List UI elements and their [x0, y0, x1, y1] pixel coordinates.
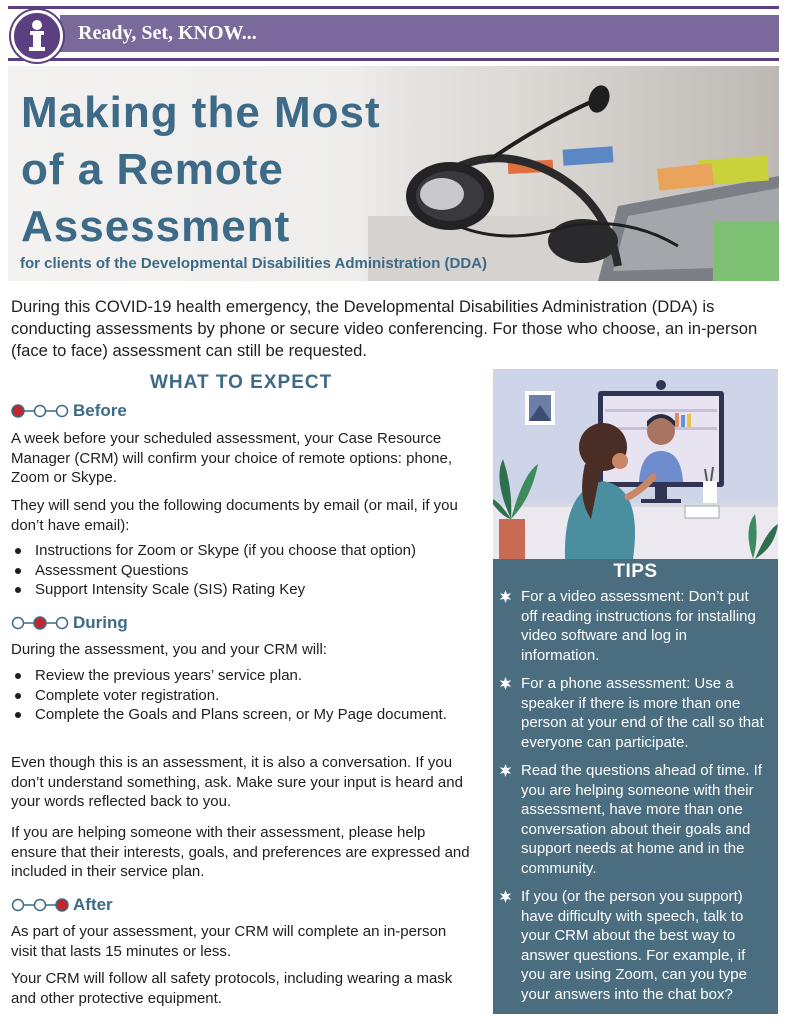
stage-before-label: Before: [73, 401, 127, 420]
stage-during-label: During: [73, 613, 128, 632]
before-paragraph-2: They will send you the following documents by email (or mail, if you don’t have email):: [11, 497, 458, 534]
hero: [8, 66, 779, 281]
info-person-icon: [11, 10, 63, 62]
stage-during: [11, 613, 128, 633]
tip-text: If you (or the person you support) have difficulty with speech, talk to your CRM about the best way to answer questions. For example, if you are using Zoom, can you type your answers into the chat box?: [521, 888, 747, 1003]
starburst-bullet-icon: [499, 590, 512, 603]
tips-panel: [493, 369, 778, 1014]
during-paragraph-3: If you are helping someone with their assessment, please help ensure that their interests, goals, and preferences are expressed and included in their service plan.: [11, 824, 470, 880]
progress-dots-icon: [11, 615, 69, 631]
tip-item: [493, 674, 778, 752]
list-item: Instructions for Zoom or Skype (if you choose that option): [11, 541, 471, 561]
after-paragraph-2: Your CRM will follow all safety protocols, including wearing a mask and other protective equipment.: [11, 970, 453, 1007]
after-paragraph-1: As part of your assessment, your CRM will complete an in-person visit that lasts 15 minutes or less.: [11, 923, 447, 960]
tips-list: [493, 587, 778, 1013]
banner-rule-bottom: [8, 58, 779, 61]
stage-after-label: After: [73, 895, 113, 914]
banner-title: Ready, Set, KNOW...: [78, 22, 257, 44]
tip-item: [493, 761, 778, 878]
before-paragraph-1: A week before your scheduled assessment, your Case Resource Manager (CRM) will confirm your choice of remote options: phone, Zoom or Skype.: [11, 430, 453, 486]
during-paragraph-1: During the assessment, you and your CRM will:: [11, 641, 327, 658]
during-paragraph-2: Even though this is an assessment, it is also a conversation. If you don’t understand something, ask. Make sure your input is heard and your words reflected back to you.: [11, 754, 463, 810]
banner-rule-top: [8, 6, 779, 9]
tip-item: [493, 587, 778, 665]
progress-dots-icon: [11, 897, 69, 913]
list-item: Complete voter registration.: [11, 686, 471, 706]
stage-after: [11, 895, 113, 915]
page-title: Making the Most of a Remote Assessment: [21, 88, 381, 251]
starburst-bullet-icon: [499, 890, 512, 903]
list-item: Complete the Goals and Plans screen, or My Page document.: [11, 705, 471, 725]
banner: [60, 15, 779, 52]
progress-dots-icon: [11, 403, 69, 419]
list-item: Review the previous years’ service plan.: [11, 666, 471, 686]
tip-text: Read the questions ahead of time. If you are helping someone with their assessment, have more than one conversation about their goals and support needs at home and in the community.: [521, 762, 762, 877]
list-item: Support Intensity Scale (SIS) Rating Key: [11, 580, 471, 600]
list-item: Assessment Questions: [11, 561, 471, 581]
video-call-illustration: [493, 369, 778, 559]
stage-before: [11, 401, 127, 421]
starburst-bullet-icon: [499, 764, 512, 777]
tips-heading: TIPS: [613, 561, 658, 582]
tip-text: For a video assessment: Don’t put off reading instructions for installing video software and log in information.: [521, 588, 756, 664]
tip-text: For a phone assessment: Use a speaker if there is more than one person at your end of the call so that everyone can participate.: [521, 675, 764, 751]
during-tasks-list: [11, 666, 471, 725]
starburst-bullet-icon: [499, 677, 512, 690]
what-to-expect-heading: WHAT TO EXPECT: [150, 372, 333, 393]
intro-paragraph: During this COVID-19 health emergency, the Developmental Disabilities Administration (DDA) is conducting assessments by phone or secure video conferencing. For those who choose, an in-person (face to face) assessment can still be requested.: [11, 297, 758, 360]
before-documents-list: [11, 541, 471, 600]
tip-item: [493, 887, 778, 1004]
page-subtitle: for clients of the Developmental Disabilities Administration (DDA): [20, 255, 488, 272]
